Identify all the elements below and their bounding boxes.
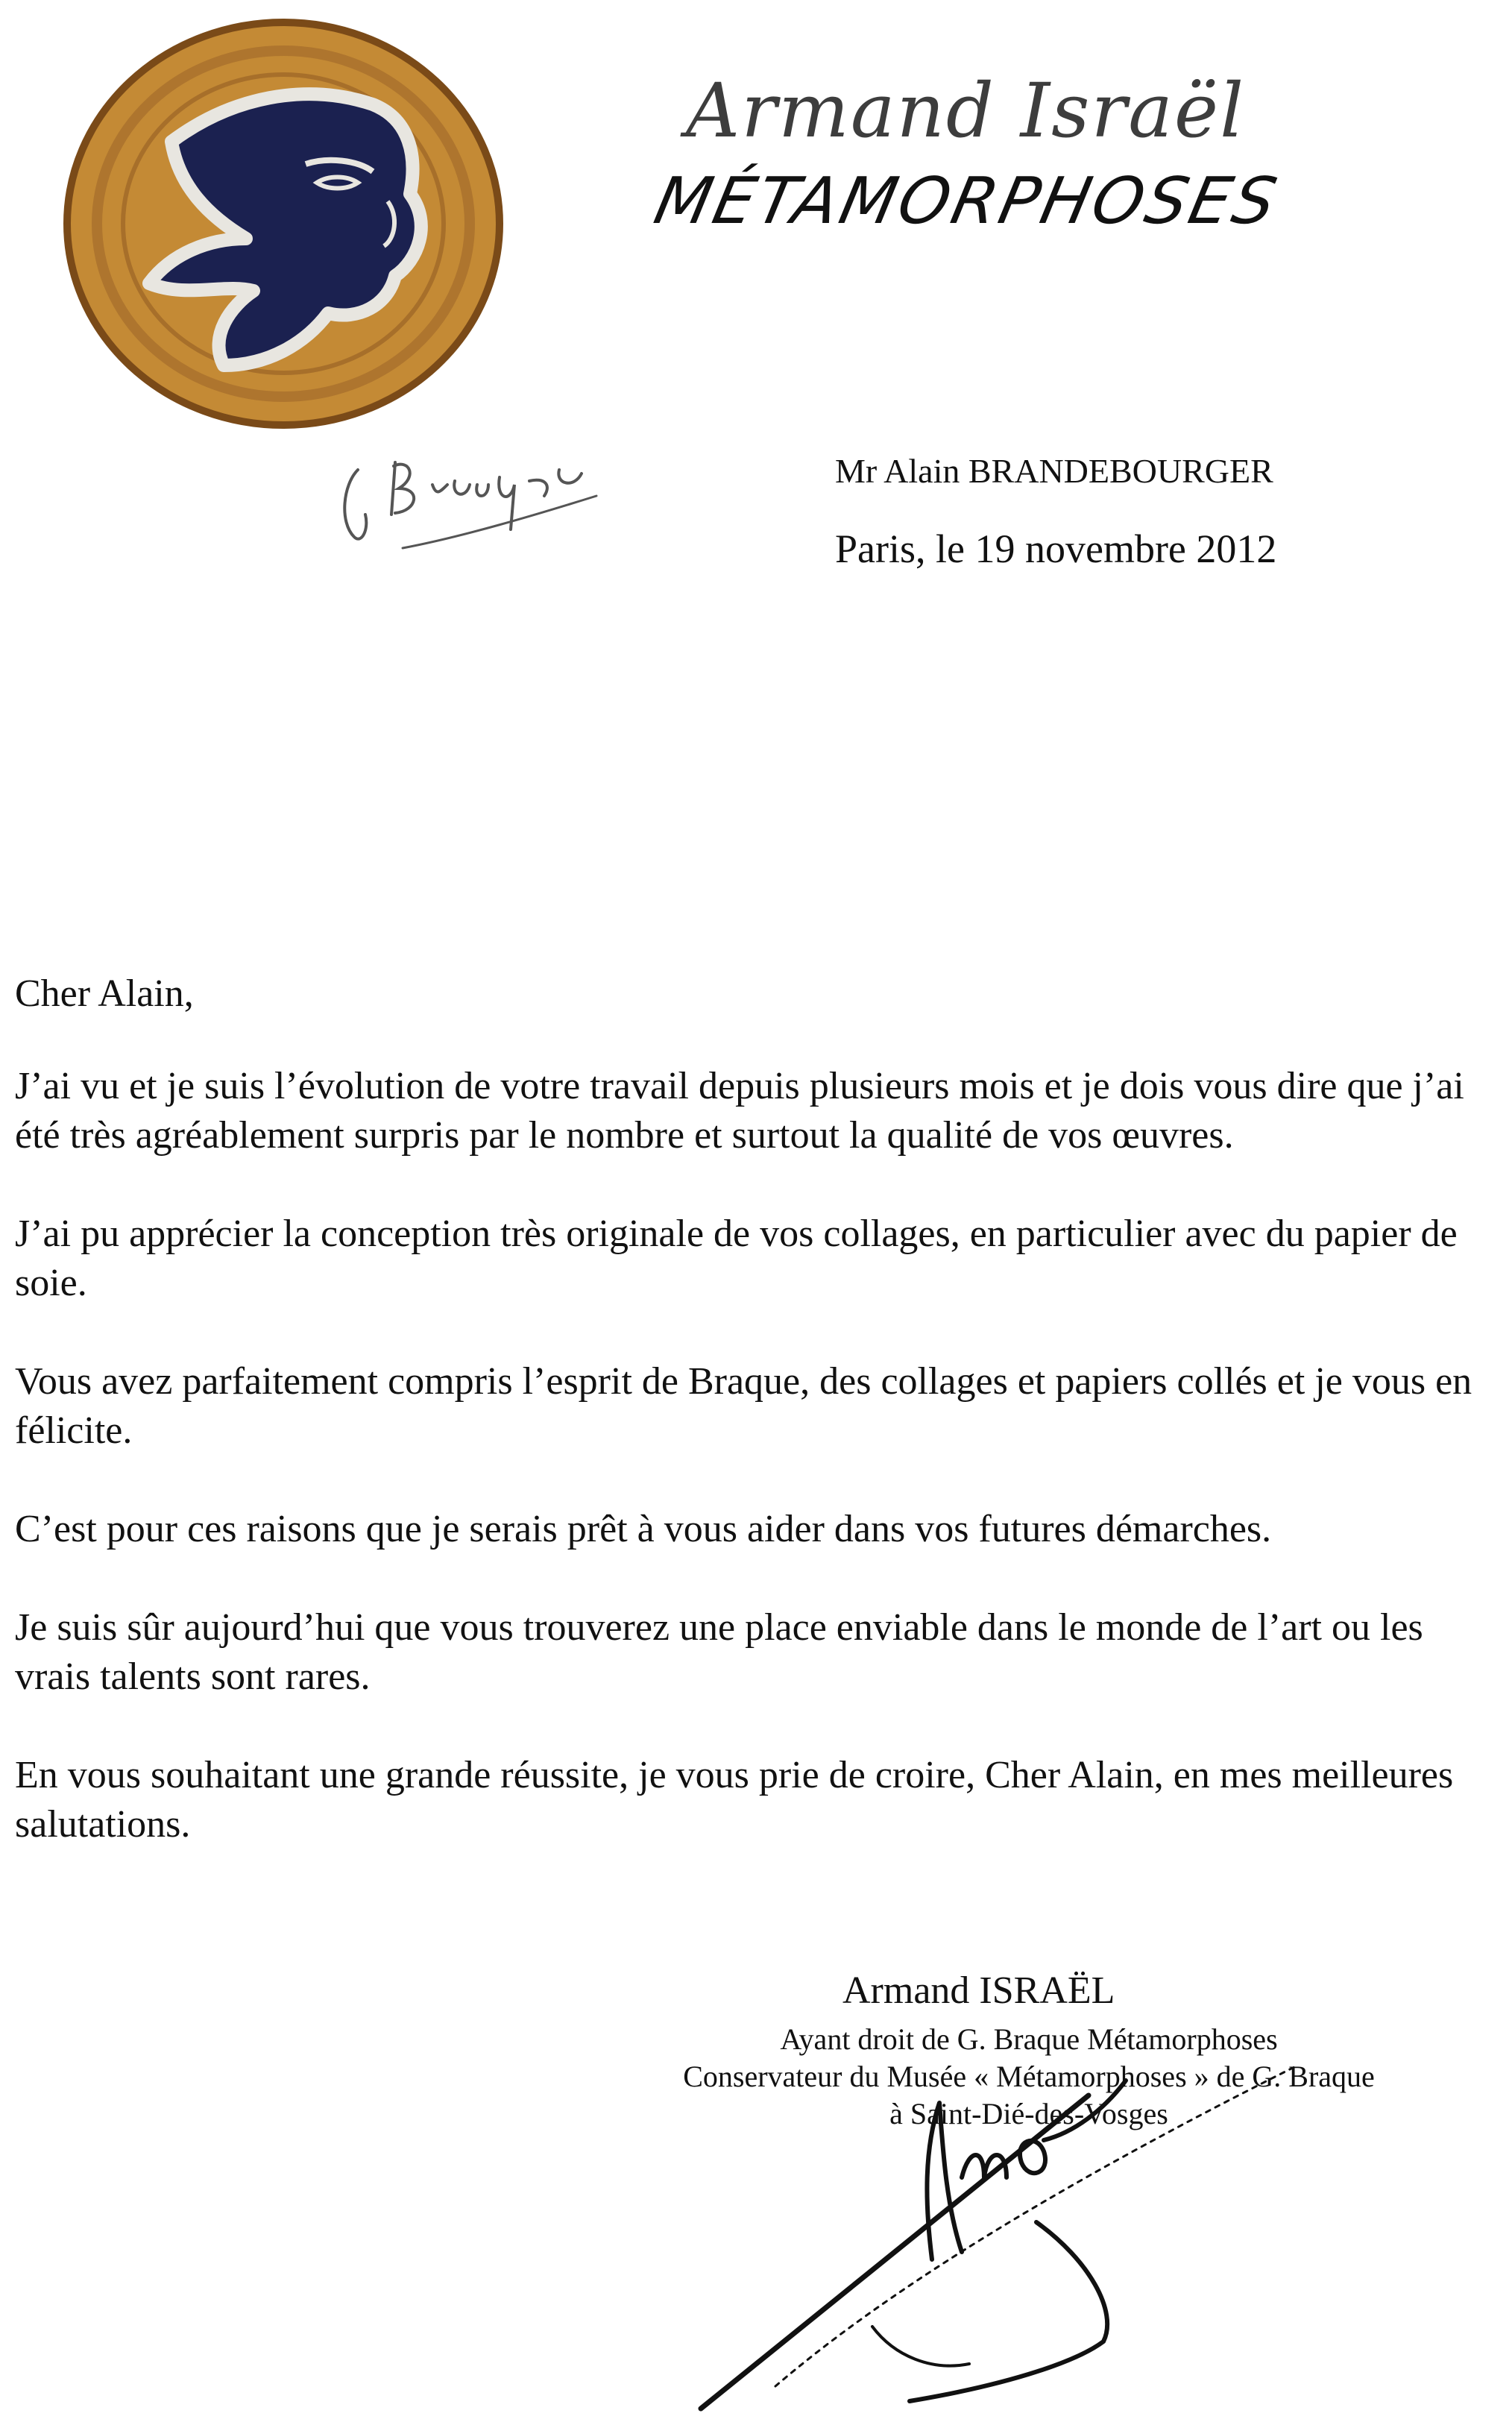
handwritten-signature bbox=[686, 2013, 1357, 2416]
paragraph: C’est pour ces raisons que je serais prêt à vous aider dans vos futures démarches. bbox=[15, 1508, 1272, 1550]
recipient: Mr Alain BRANDEBOURGER bbox=[835, 452, 1273, 490]
greeting: Cher Alain, bbox=[15, 972, 194, 1015]
signatory-line: Ayant droit de G. Braque Métamorphoses bbox=[780, 2022, 1278, 2056]
signatory-name: Armand ISRAËL bbox=[842, 1969, 1115, 2012]
signatory-line: Conservateur du Musée « Métamorphoses » de G. Braque bbox=[683, 2060, 1375, 2093]
paragraph: Je suis sûr aujourd’hui que vous trouverez une place enviable dans le monde de l’art ou les vrais talents sont rares. bbox=[15, 1606, 1423, 1698]
braque-dove-logo-icon bbox=[60, 15, 507, 433]
braque-signature bbox=[328, 425, 626, 574]
paragraph: Vous avez parfaitement compris l’esprit de Braque, des collages et papiers collés et je vous en félicite. bbox=[15, 1360, 1472, 1452]
paragraph: J’ai vu et je suis l’évolution de votre travail depuis plusieurs mois et je dois vous dire que j’ai été très agréablement surpris par le nombre et surtout la qualité de vos œuvres. bbox=[15, 1065, 1464, 1157]
signatory-line: à Saint-Dié-des-Vosges bbox=[889, 2097, 1168, 2130]
letter-body bbox=[15, 969, 1499, 1899]
paragraph: En vous souhaitant une grande réussite, je vous prie de croire, Cher Alain, en mes meilleures salutations. bbox=[15, 1754, 1454, 1846]
letterhead-title: MÉTAMORPHOSES bbox=[648, 164, 1286, 239]
paragraph: J’ai pu apprécier la conception très originale de vos collages, en particulier avec du papier de soie. bbox=[15, 1212, 1458, 1304]
letter-date: Paris, le 19 novembre 2012 bbox=[835, 526, 1277, 571]
letterhead-name: Armand Israël bbox=[686, 67, 1246, 154]
